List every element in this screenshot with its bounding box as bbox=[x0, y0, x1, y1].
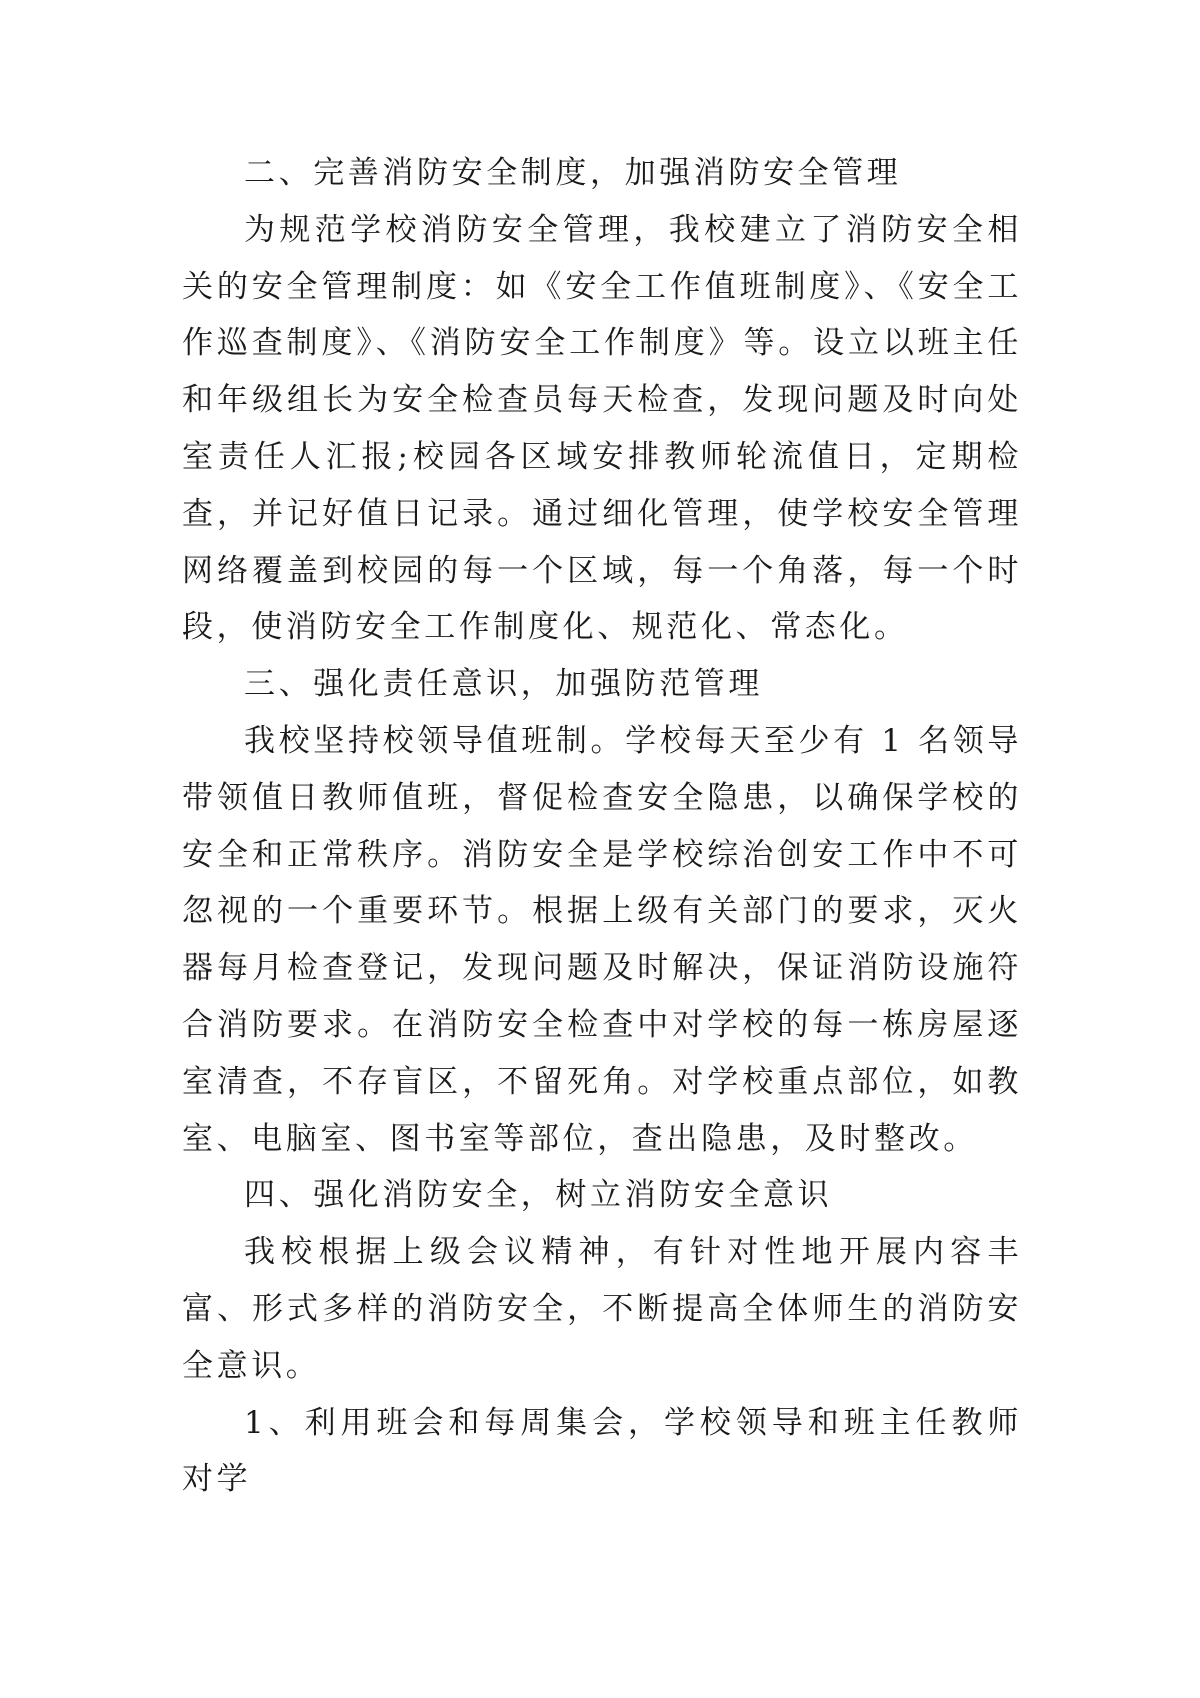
section-heading-3: 三、强化责任意识，加强防范管理 bbox=[244, 666, 763, 703]
document-body bbox=[182, 145, 1022, 1508]
list-item-paragraph: 1、利用班会和每周集会，学校领导和班主任教师对学 bbox=[182, 1404, 1022, 1498]
section-heading-4: 四、强化消防安全，树立消防安全意识 bbox=[244, 1177, 833, 1214]
body-paragraph: 我校坚持校领导值班制。学校每天至少有 1 名领导带领值日教师值班，督促检查安全隐患，以确保学校的安全和正常秩序。消防安全是学校综治创安工作中不可忽视的一个重要环节。根据上级有关部门的要求，灭火器每月检查登记，发现问题及时解决，保证消防设施符合消防要求。在消防安全检查中对学校的每一栋房屋逐室清查，不存盲区，不留死角。对学校重点部位，如教室、电脑室、图书室等部位，查出隐患，及时整改。 bbox=[182, 722, 1022, 1157]
body-paragraph: 为规范学校消防安全管理，我校建立了消防安全相关的安全管理制度：如《安全工作值班制度》、《安全工作巡查制度》、《消防安全工作制度》等。设立以班主任和年级组长为安全检查员每天检查，发现问题及时向处室责任人汇报;校园各区域安排教师轮流值日，定期检查，并记好值日记录。通过细化管理，使学校安全管理网络覆盖到校园的每一个区域，每一个角落，每一个时段，使消防安全工作制度化、规范化、常态化。 bbox=[182, 211, 1022, 646]
section-heading-2: 二、完善消防安全制度，加强消防安全管理 bbox=[244, 155, 902, 191]
body-paragraph: 我校根据上级会议精神，有针对性地开展内容丰富、形式多样的消防安全，不断提高全体师生的消防安全意识。 bbox=[182, 1234, 1022, 1384]
